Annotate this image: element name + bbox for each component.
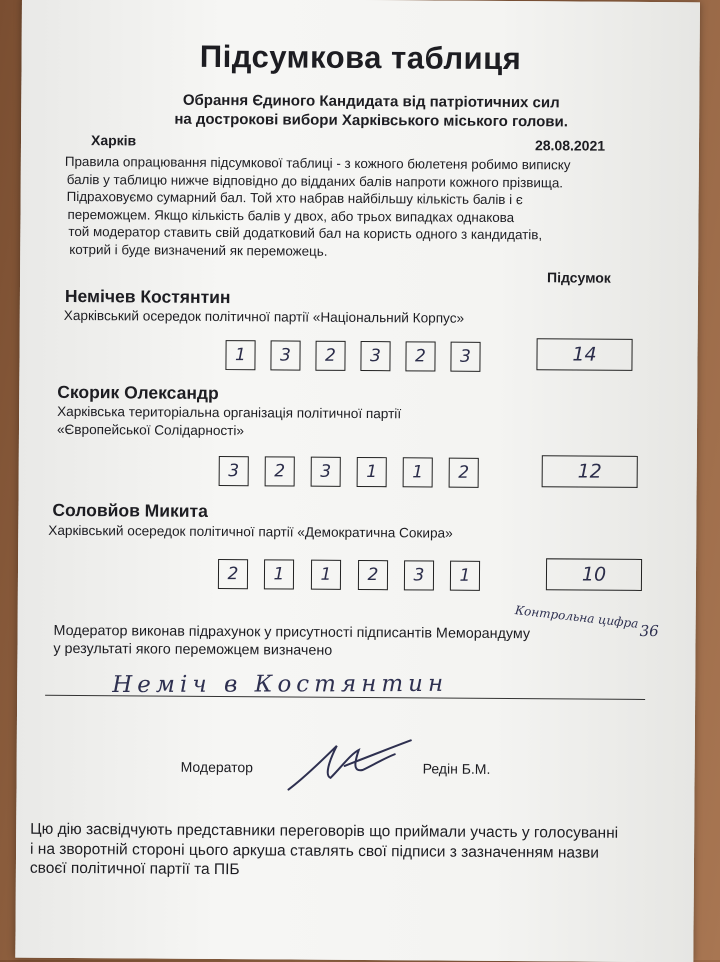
score-box: 2 [218,559,248,589]
rules-line: той модератор ставить свій додатковий бал на користь одного з кандидатів, [68,224,543,243]
score-box: 3 [404,560,434,590]
party-line: «Європейської Солідарності» [56,421,245,439]
total-box: 10 [546,558,642,591]
subtitle-line: Обрання Єдиного Кандидата від патріотичних сил [182,91,560,112]
attestation-line: своєї політичної партії та ПІБ [29,859,240,879]
score-box: 3 [450,342,480,372]
conclusion-line: у результаті якого переможцем визначено [53,640,333,659]
score-box: 1 [357,457,387,487]
score-box: 2 [265,456,295,486]
score-box: 3 [270,340,300,370]
handwritten-control-number: 36 [639,621,659,641]
candidate-name: Немічев Костянтин [64,285,231,308]
total-box: 14 [536,338,632,371]
candidate-party [57,403,401,441]
rules-line: балів у таблицю нижче відповідно до відданих балів напроти кожного прізвища. [66,171,564,191]
summary-header: Підсумок [547,269,611,286]
date: 28.08.2021 [534,137,606,154]
candidate-party [48,522,453,543]
rules-line: Правила опрацювання підсумкової таблиці - з кожного бюлетеня робимо виписку [64,153,571,173]
score-box: 3 [219,456,249,486]
moderator-name: Редін Б.М. [422,760,491,777]
subtitle-line: на дострокові вибори Харківського міського голови. [174,110,569,131]
conclusion-line: Модератор виконав підрахунок у присутності підписантів Меморандуму [53,622,531,643]
party-line: Харківський осередок політичної партії «Демократична Сокира» [48,522,453,541]
candidate-party [64,307,464,328]
conclusion-text [53,622,653,662]
attestation-line: і на зворотній стороні цього аркуша ставлять свої підписи з зазначенням назви [30,840,599,862]
attestation-text [30,820,690,883]
handwritten-winner: Неміч в Костянтин [112,670,449,699]
result-sheet [15,0,700,962]
moderator-label: Модератор [180,758,254,776]
attestation-line: Цю дію засвідчують представники переговорів що приймали участь у голосуванні [30,820,619,842]
rules-line: котрий і буде визначений як переможець. [69,241,328,259]
score-box: 1 [403,457,433,487]
city: Харків [90,132,137,149]
score-box: 1 [311,560,341,590]
handwritten-control-note: Контрольна цифра [514,603,640,631]
score-box: 2 [449,458,479,488]
rules-paragraph [64,153,665,263]
score-box: 2 [315,341,345,371]
score-box: 3 [311,457,341,487]
score-box: 3 [360,341,390,371]
score-box: 2 [405,341,435,371]
score-box: 1 [264,559,294,589]
candidate-name: Соловйов Микита [52,499,208,521]
rules-line: Підраховуємо сумарний бал. Той хто набрав найбільшу кількість балів і є [66,189,523,208]
document-title: Підсумкова таблиця [199,38,522,77]
candidate-name: Скорик Олександр [57,381,219,404]
score-box: 1 [225,340,255,370]
rules-line: переможцем. Якщо кількість балів у двох, або трьох випадках однакова [67,206,515,225]
moderator-signature [284,727,414,798]
total-box: 12 [542,455,638,488]
party-line: Харківський осередок політичної партії «Національний Корпус» [63,307,465,326]
score-box: 1 [450,561,480,591]
document-subtitle [61,90,681,132]
score-box: 2 [358,560,388,590]
party-line: Харківська територіальна організація політичної партії [57,403,402,422]
